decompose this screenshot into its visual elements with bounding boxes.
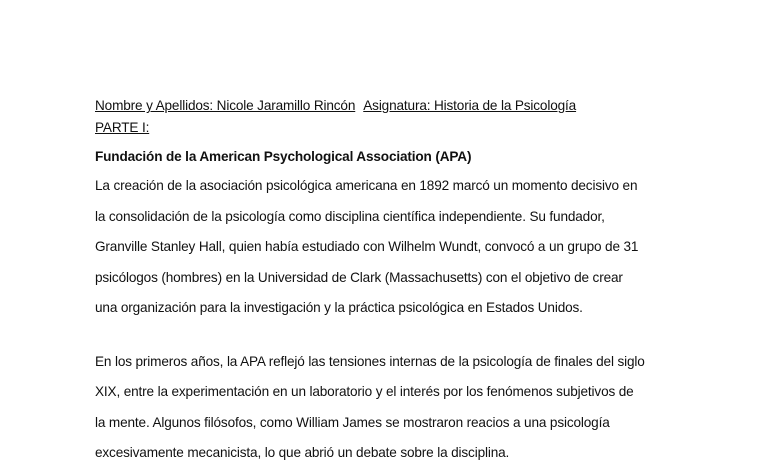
paragraph-line: una organización para la investigación y la práctica psicológica en Estados Unidos. (95, 300, 583, 315)
student-name: Nombre y Apellidos: Nicole Jaramillo Rincón (95, 98, 356, 113)
paragraph-line: psicólogos (hombres) en la Universidad de Clark (Massachusetts) con el objetivo de crear (95, 269, 623, 285)
paragraph-line: la mente. Algunos filósofos, como William James se mostraron reacios a una psicología (95, 414, 610, 430)
part-label: PARTE I: (95, 120, 150, 135)
paragraph-spacer (95, 324, 735, 347)
paragraph-line: XIX, entre la experimentación en un laboratorio y el interés por los fenómenos subjetivos de (95, 384, 634, 399)
subject-name: Asignatura: Historia de la Psicología (363, 98, 577, 113)
paragraph-line: La creación de la asociación psicológica americana en 1892 marcó un momento decisivo en (95, 178, 638, 193)
paragraph-line: la consolidación de la psicología como disciplina científica independiente. Su fundador, (95, 208, 605, 224)
paragraph-2 (95, 347, 735, 469)
paragraph-1 (95, 171, 735, 324)
paragraph-line: Granville Stanley Hall, quien había estudiado con Wilhelm Wundt, convocó a un grupo de 31 (95, 239, 639, 254)
paragraph-line: En los primeros años, la APA reflejó las tensiones internas de la psicología de finales del siglo (95, 353, 645, 369)
document-body (95, 95, 735, 469)
section-title: Fundación de la American Psychological Association (APA) (95, 149, 472, 164)
paragraph-line: excesivamente mecanicista, lo que abrió un debate sobre la disciplina. (95, 445, 510, 460)
header-line (95, 95, 735, 117)
